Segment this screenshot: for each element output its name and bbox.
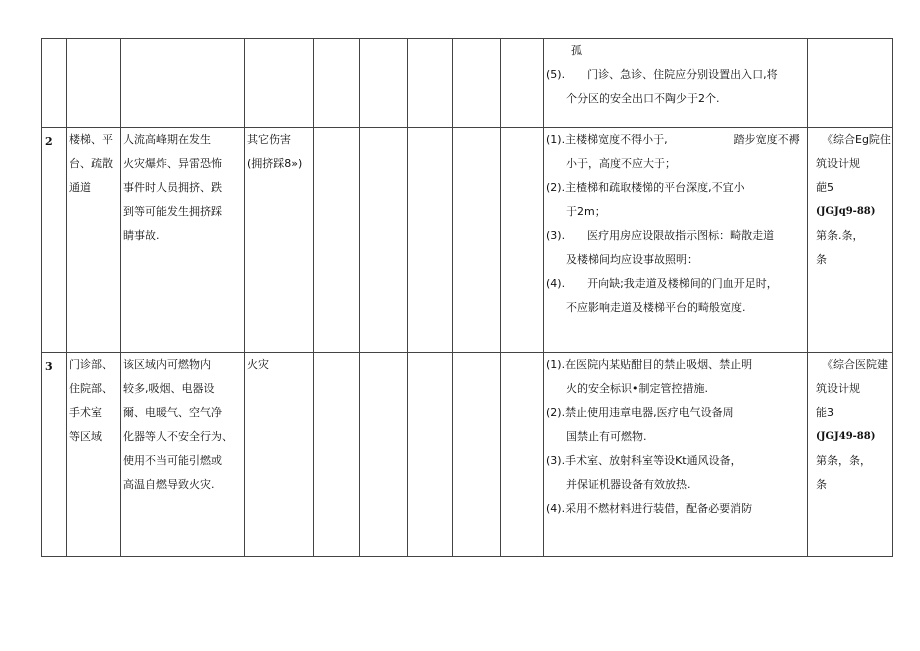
measure-line: (5). 门诊、急诊、住院应分别设置出入口,将	[546, 68, 778, 81]
type-cell: 其它伤害 (拥挤踩8»)	[245, 128, 314, 353]
type-cell: 火灾	[245, 353, 314, 557]
measure-line: 个分区的安全出口不陶少于2个.	[566, 92, 720, 105]
num-cell	[42, 39, 67, 128]
location-cell: 门诊部、 住院部、 手术室 等区域	[67, 353, 121, 557]
measure-line: 孤	[571, 44, 582, 57]
reference-cell	[808, 39, 893, 128]
table-row	[42, 39, 893, 128]
location-cell	[67, 39, 121, 128]
row-number: 2	[42, 128, 67, 353]
cause-cell: 人流高峰期在发生 火灾爆炸、异雷恐怖 事件时人员拥挤、跌 到等可能发生拥挤踩 睛事故.	[121, 128, 245, 353]
cause-cell	[121, 39, 245, 128]
hazard-table	[41, 38, 893, 557]
measures-cell: (1).在医院内某贴酣目的禁止吸烟、禁止明 火的安全标识•制定管控措施. (2).禁止使用违章电器,医疗电气设备周 国禁止有可燃物. (3).手术室、放射科室等设Kt通风设备， 并保证机器设备有效放热. (4).采用不燃材料进行装借，配备必要消防	[544, 353, 808, 557]
table-row	[42, 128, 893, 353]
cause-cell: 该区域内可燃物内 较多,吸烟、电器设 爾、电暖气、空气净 化器等人不安全行为、 使用不当可能引燃或 高温自燃导致火灾.	[121, 353, 245, 557]
type-cell	[245, 39, 314, 128]
reference-cell: 《综合医院建 筑设计规 能3 (JGJ49-88) 第条，条， 条	[808, 353, 893, 557]
reference-cell: 《综合Eg院住 筑设计规 葩5 (JGJq9-88) 第条.条， 条	[808, 128, 893, 353]
row-number: 3	[42, 353, 67, 557]
table-row	[42, 353, 893, 557]
measures-cell: (1).主楼梯宽度不得小于, 踏步宽度不褥 小于，高度不应大于； (2).主楂梯和疏取楼悌的平台深度,不宜小 于2m； (3). 医疗用房应设限故指示图标：畸散走道 及楼梯间均应设事故照明： (4). 开向缺;我走道及楼梯间的门血开足时， 不应影响走道及楼梯平台的畸般宽度.	[544, 128, 808, 353]
measures-cell	[544, 39, 808, 128]
location-cell: 楼梯、平 台、疏散 通道	[67, 128, 121, 353]
